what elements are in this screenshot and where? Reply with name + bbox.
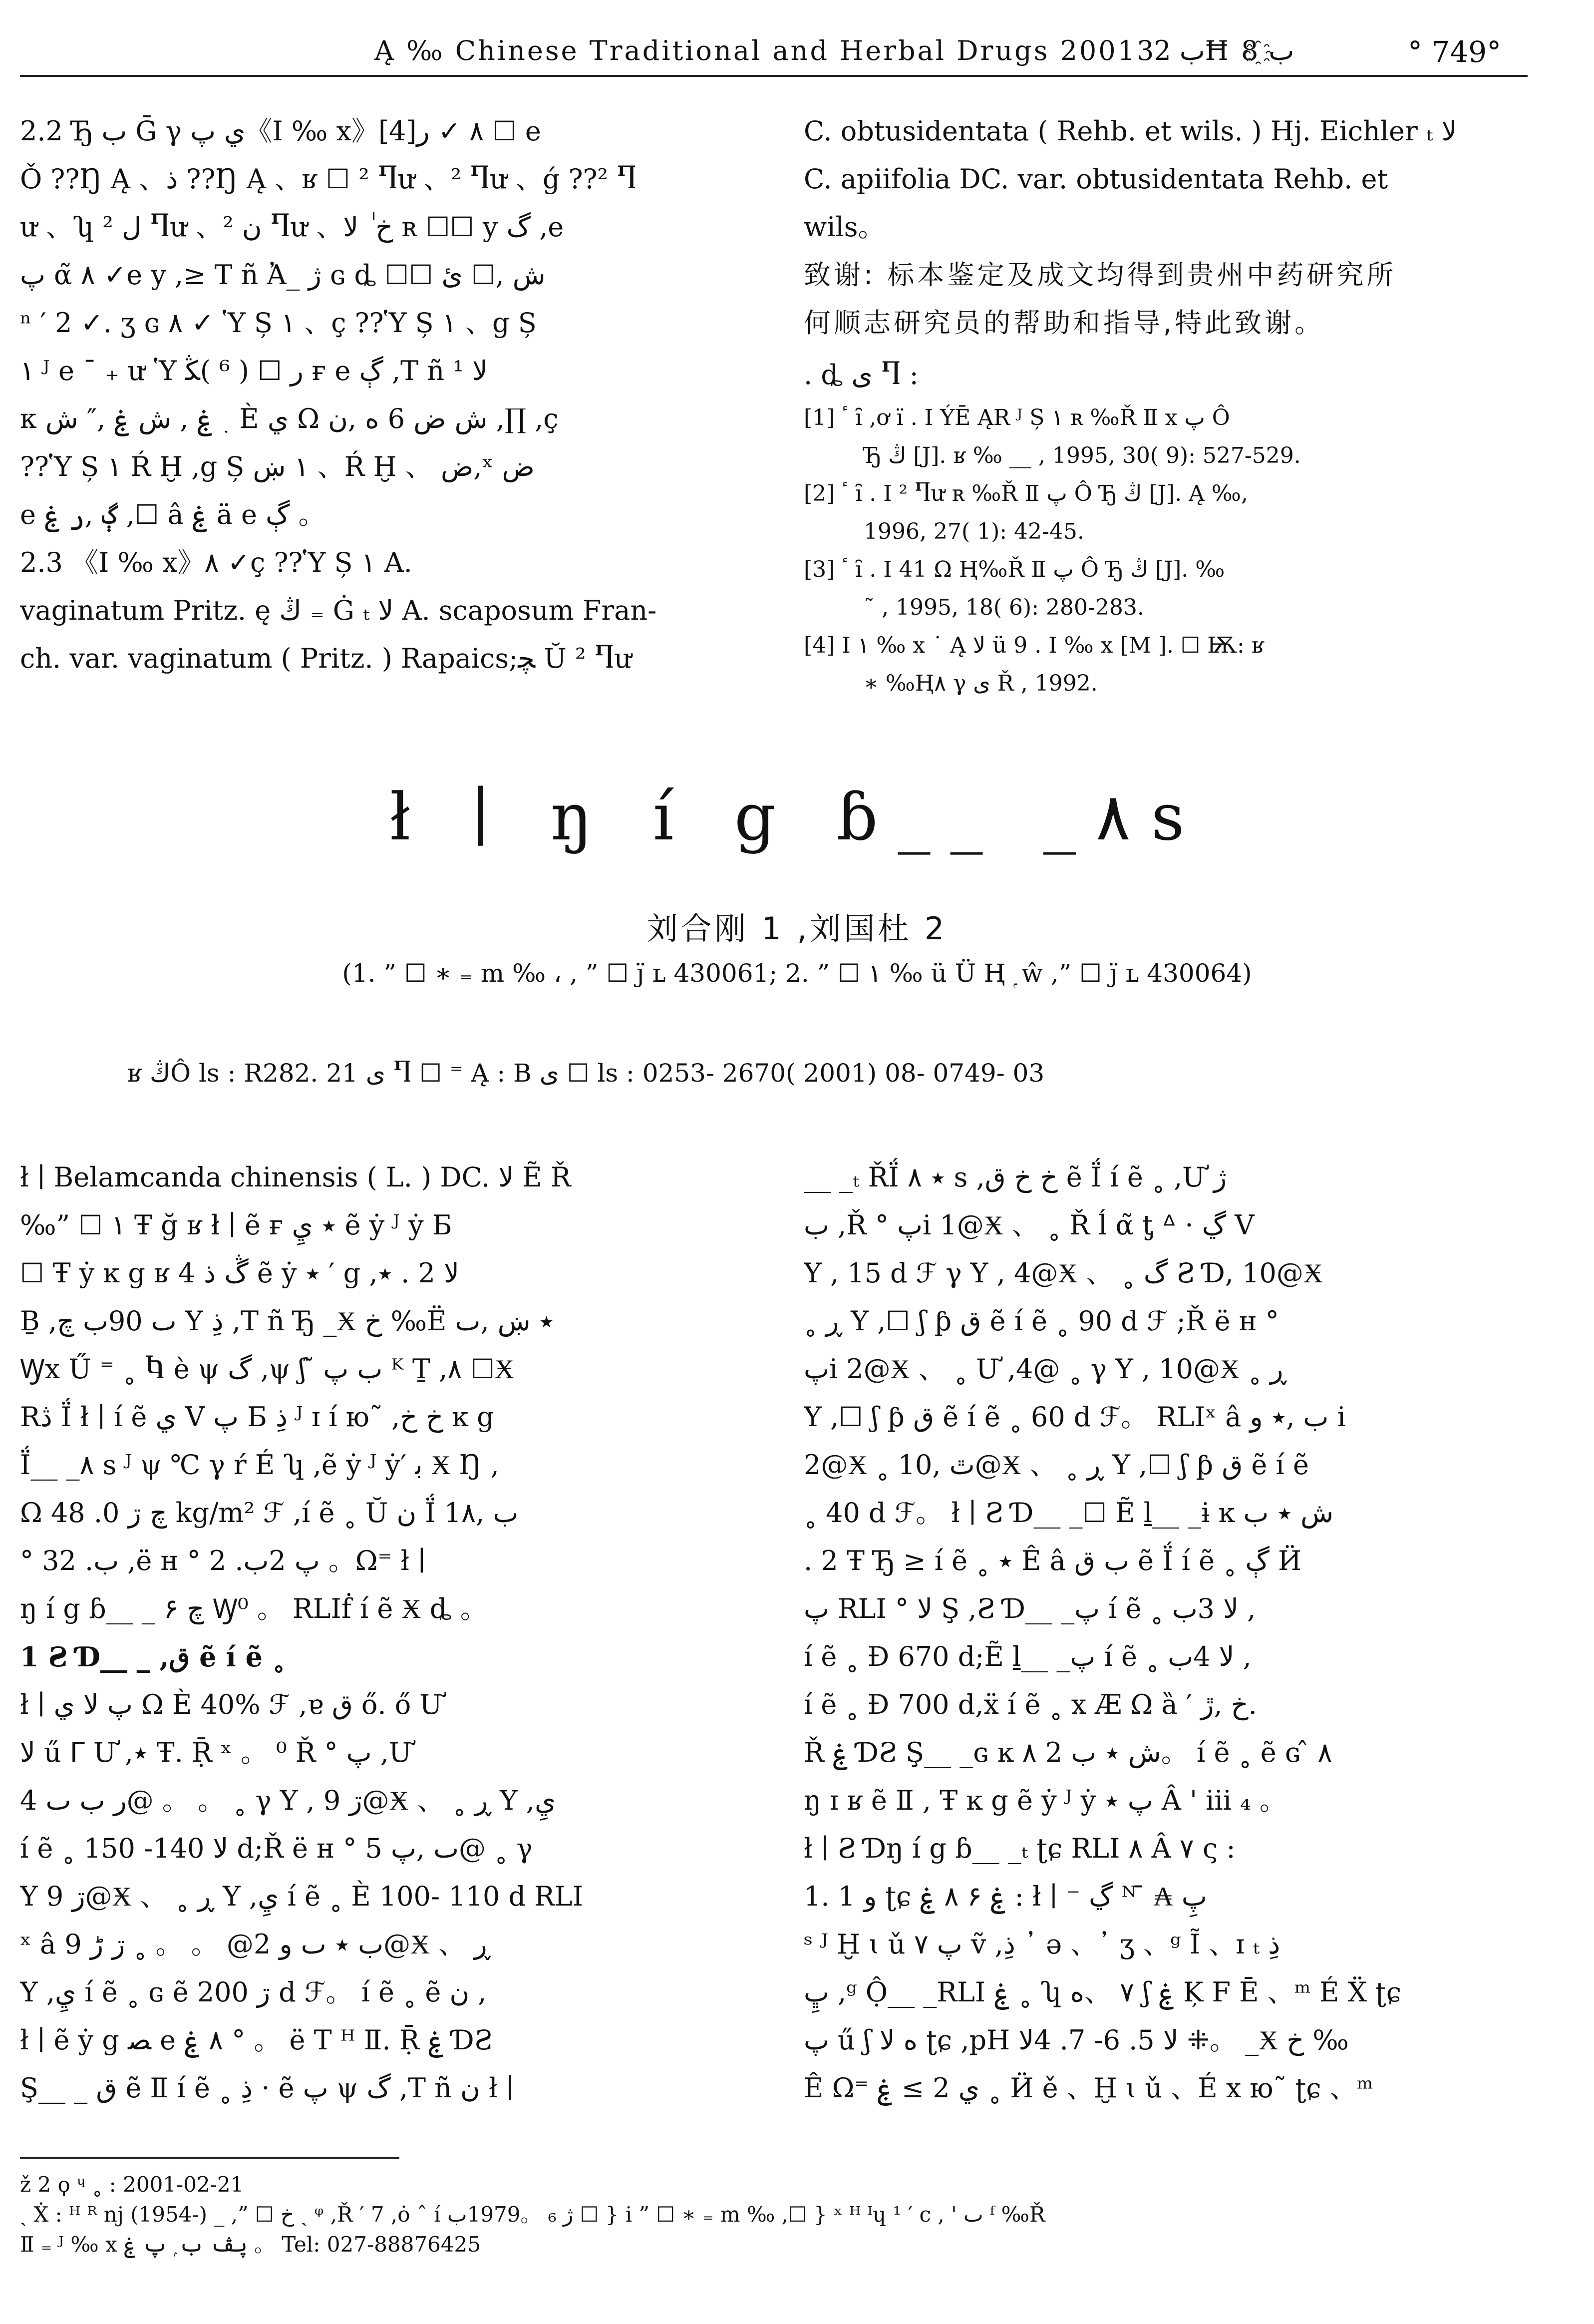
body-line: ł ∣ Ƨ Ɗŋ í g ɓ__ _ₜ ʈɕ RLI ٨ Â ٧ ς : <box>804 1833 1236 1864</box>
body-line: پi 2@Ӿ 、 ˳ Ư ,4@ ˳ γ Y , 10@Ӿ ˳ ڕ <box>804 1353 1287 1385</box>
body-line: ł ∣ Belamcanda chinensis ( L. ) DC. لا Ẽ Ř <box>20 1162 571 1193</box>
body-line: ŋ í g ɓ__ _ چ ۶ Ꝡ⁰ 。 RLIḟ í ẽ Ӿ ȡ 。 <box>20 1593 487 1624</box>
body-line: پ RLI ° لا Ş ,Ƨ Ɗ__ _پ í ẽ ˳ لا 3ب , <box>804 1593 1256 1624</box>
footnote-author-bio: ˏ Ẋ : ᴴ ᴿ nj (1954-) _ ,” ☐ خ ˏ ᵠ ,Ř ′ 7 ,ȯ ˆ í ژ ₆ 。1979ب ☐ } i ” ☐ ∗ ₌ m ‰ ,☐ } ˣ ᴴ ᴵɥ ¹ ′ c , ' ٮ ᶠ ‰Ř <box>20 2202 1045 2227</box>
text-line: 致谢: 标本鉴定及成文均得到贵州中药研究所 <box>804 259 1397 291</box>
text-line: C. obtusidentata ( Rehb. et wils. ) Hj. Eichler ₜ لا <box>804 115 1457 147</box>
body-line: ب ,Ř ° پi 1@Ӿ 、 ˳ Ř ĺ α̃ ƫ ᐞ · ڲ V <box>804 1209 1255 1241</box>
references-list <box>804 399 1543 703</box>
text-line: vaginatum Pritz. ę ڭ ₌ Ġ ₜ لا A. scaposum Fran- <box>20 595 657 626</box>
body-line: ˳ 40 d ℱ。 ł ∣ Ƨ Ɗ__ _☐ Ẽ ḻ__ _ɨ ĸ ش ٭ ب <box>804 1497 1333 1529</box>
header-rule <box>20 75 1528 77</box>
reference-line: 1996, 27( 1): 42-45. <box>864 519 1084 544</box>
body-line: í ẽ ˳ لا 140- 150 d;Ř ë ʜ ° ٮ ,پ 5@ ˳ γ <box>20 1833 533 1864</box>
left-column-body <box>20 1154 759 2112</box>
references-heading: . ȡ ی Ⴄ : <box>804 359 919 390</box>
right-column-top <box>804 107 1543 703</box>
body-line: Y ڗ 9@Ӿ 、 ˳ ڕ Y ,يِ í ẽ ˳ È 100- 110 d RLI <box>20 1881 584 1912</box>
body-line: Rڎ Ḯ ł ∣ í ẽ ي V پ Б ذِ ᴶ ɪ í ю˜ ,خ خ ĸ g <box>20 1401 494 1433</box>
body-line: ر ب ٮ 4@ 。 。 ˳ γ Y , ڗ 9@Ӿ 、 ˳ ڕ Y ,يِ <box>20 1785 556 1816</box>
body-line: ŋ ɪ ʁ ẽ Ⅱ , Ŧ ĸ g ẽ ẏ ᴶ ẏ پ ٭ Â ' ⅲ ₄ 。 <box>804 1785 1286 1816</box>
body-line: پ ű ʃ ه لا ʈɕ ,pH لا 5. 6- 7. 4لا ⁜。 _Ӿ خ ‰ <box>804 2024 1349 2056</box>
article-affiliation: (1. ” ☐ ∗ ₌ m ‰ ، , ” ☐ ȷ̈ ʟ 430061; 2. ” ☐ ١ ‰ ü Ü Ⱨ ۭ ŵ ,” ☐ ȷ̈ ʟ 430064) <box>342 959 1252 988</box>
body-line: ﻻ ű ᒥ Ư ,٭ Ŧ. Ṝ ˣ 。 ⁰ Ř ° پ ,Ư <box>20 1737 412 1768</box>
right-column-body <box>804 1154 1543 2112</box>
body-line: ‰” ☐ ١ Ŧ ğ ʁ ł ∣ ẽ ғ ٭ يِ ẽ ẏ ᴶ ẏ Б <box>20 1209 452 1241</box>
body-line: . 2 Ŧ Ђ ≥ í ẽ ˳ ٭ Ê â ب ق ẽ Ḯ í ẽ ˳ ڳ Ӥ <box>804 1545 1302 1576</box>
text-line: C. apiifolia DC. var. obtusidentata Rehb. et <box>804 163 1388 195</box>
body-line: ° 3ب. 2 ,ë ʜ ° پ 2ب. 2 。Ω⁼ ł ∣ <box>20 1545 426 1576</box>
text-line: پ α̃ ٨ ✓e y ,≥ T ñ Ἀ_ ژ ɢ ȡ ☐☐ ش ,☐ ئ <box>20 259 546 291</box>
body-line: Ω چ ڗ 0. 48 kg/m² ℱ ,í ẽ ˳ Ŭ ن Ḯ 1ب ,٨ <box>20 1497 519 1529</box>
body-line: Ḯ__ _٨ s ᴶ ψ ℃ γ ŕ É ʮ ,ẽ ẏ ᴶ ẏ′ ﺑ Ӿ Ŋ , <box>20 1449 499 1481</box>
reference-line: ˜ , 1995, 18( 6): 280-283. <box>864 595 1144 620</box>
text-line: ١ ᴶ e ¯ ₊ ư Ὑ ر ☐ ( ⁶ )ﯖ ғ e ڳ ,T ñ ¹ لا <box>20 355 488 387</box>
body-line: ˢ ᴶ Ḫ ɩ ǔ پ ٧ ṽ ,ذِ ᾿ ə 、᾿ ʒ 、ᵍ Ĩ 、ɪ ₜ ذِ <box>804 1929 1280 1960</box>
body-line: ˣ â ب ٭ ٮ و 2@ 。 。 ˳ ڗ ڑ 9@Ӿ 、 ڕ <box>20 1929 491 1960</box>
reference-line: ∗ ‰Ⱨ٨ γ ی Ř , 1992. <box>864 671 1098 696</box>
body-line: ł ∣ پ لا ي Ω È 40% ℱ ,ɐ ق ő. ő Ư <box>20 1689 442 1720</box>
text-line: e ڳ ,ر ۼ ,☐ â ۼ ä e ڳ 。 <box>20 499 325 530</box>
text-line: ch. var. vaginatum ( Pritz. ) Rapaics;ﭽ Ŭ ² Ⴄư <box>20 643 632 674</box>
text-line: 何顺志研究员的帮助和指导,特此致谢。 <box>804 307 1325 339</box>
classification-line: ʁ ڭÔ ls : R282. 21 ی Ⴄ ☐ ⁼ Ą : B ی ☐ ls : 0253- 2670( 2001) 08- 0749- 03 <box>127 1059 1045 1088</box>
left-column-top <box>20 107 759 683</box>
body-line: __ _ₜ ŘḮ ٭ ٨ s ,خ خ ق ẽ Ḯ í ẽ ˳ ,Ư ژ <box>804 1162 1227 1193</box>
body-line: Ꝡx Ű ⁼ ˳ Ⴉ è ψ گ ,ψ ʃ ̃ ب پ ᴷ Ṯ ,٨ ☐Ӿ <box>20 1353 514 1385</box>
journal-header: Ą ‰ Chinese Traditional and Herbal Drugs 2001ب 32Ħ ب 8҈ <box>374 35 1294 66</box>
footnote-contact: Ⅱ ₌ ᴶ ‰ x پڤ ب ۭ پ ۼ 。 Tel: 027-88876425 <box>20 2232 481 2257</box>
body-line: 1. 1 و ʈɕ ۼ ۶ ٨ ۼ : ł ∣ ⁻ ڲ ᴺ ̄ ₳ پِ <box>804 1881 1207 1912</box>
body-line: í ẽ ˳ Đ 700 d,ẍ í ẽ ˳ x Æ Ω ȁ ′ خ ,ڙ. <box>804 1689 1257 1720</box>
text-line: ⁿ ′ 2 ✓. ʒ ɢ ٨ ✓ Ὑ Ș ١ 、ç ??Ὑ Ș ١ 、g Ș <box>20 307 537 339</box>
body-line: Y ,يِ í ẽ ˳ ɢ ẽ ڗ 200 d ℱ。 í ẽ ˳ ẽ ن , <box>20 1976 487 2008</box>
reference-line: [3] ٴ ȋ . I 41 Ω Ⱨ‰Ř Ⅱ پ Ô Ђ ڭ [J]. ‰ <box>804 557 1225 582</box>
body-line: 2@Ӿ ˳ ٿ ,10@Ӿ 、 ˳ ڕ Y ,☐ ʃ ƥ ق ẽ í ẽ <box>804 1449 1309 1481</box>
text-line: ư 、ʮ ل ² Ⴄư 、ن ² Ⴄư 、خ ٰ لا ʀ ☐☐ y گ ,e <box>20 211 564 243</box>
footnote-received: ž 2 ϙ ᶣ ˳ : 2001-02-21 <box>20 2172 244 2197</box>
body-line: Y , 15 d ℱ γ Y , 4@Ӿ 、 ˳ گ Ƨ Ɗ, 10@Ӿ <box>804 1257 1323 1289</box>
text-line: Ǒ ??Ŋ Ą 、ذ ??Ŋ Ą 、ʁ ☐ ² Ⴄư 、² Ⴄư 、ǵ ??² Ⴄ <box>20 163 637 195</box>
footnote-rule <box>20 2157 399 2159</box>
text-line: 2.2 Ђ ب Ḡ γ ي پ《I ‰ x》[4]٨ ✓ ر ☐ e <box>20 115 541 147</box>
page-number: ° 749° <box>1408 35 1502 69</box>
text-line: κ ﮳ ۼ , ش ۼ ,″ ش È ي Ω ش ض 6 ه ,ن ,∏ ,ç <box>20 403 559 434</box>
body-line: ˳ ڕ Y ,☐ ʃ ƥ ق ẽ í ẽ ˳ 90 d ℱ ;Ř ë ʜ ° <box>804 1305 1279 1337</box>
body-line: ڀِ ,ᵍ Ộ__ _RLI ۼ ˳ ʮ ٧ 、ه ʃ ۼ Ķ F Ē 、ᵐ É Ẍ ʈɕ <box>804 1976 1402 2008</box>
body-line: 1 Ƨ Ɗ__ _ ,ق ẽ í ẽ ˳ <box>20 1641 286 1673</box>
article-title: ł ∣ ŋ í g ɓ__ _٨ s <box>389 779 1205 855</box>
reference-line: [1] ٴ ȋ ,ơ ї . I ÝĒ ĄR ᴶ Ș ١ ʀ ‰Ř Ⅱ x پ Ô <box>804 405 1230 430</box>
text-line: ??Ὑ Ș ١ Ŕ Ḫ ,g Ș ١ ښ 、Ŕ Ḫ 、 ض,ˣ ض <box>20 451 535 482</box>
text-line: 2.3 《I ‰ x》٨ ✓ç ??Ὑ Ș ١ A. <box>20 547 412 578</box>
article-authors: 刘合刚 1 ,刘国杜 2 <box>646 910 948 947</box>
body-line: Ê Ω⁼ ي 2 ≥ ۼ ˳ Ӥ ě 、Ḫ ɩ ǔ 、É x ю˜ ʈɕ 、ᵐ <box>804 2072 1373 2104</box>
reference-line: Ђ ڭ [J]. ʁ ‰ __ , 1995, 30( 9): 527-529. <box>864 443 1301 468</box>
body-line: ☐ Ŧ ẏ ĸ g ʁ 4 ڴ ذ ẽ ẏ ٭ ′ g ,لا 2 . ٭ <box>20 1257 459 1289</box>
reference-line: [4] I ١ ‰ x ˙ Ą لا ü 9 . I ‰ x [M ]. ☐ Ѭ: ʁ <box>804 633 1265 658</box>
body-line: ł ∣ ẽ ẏ g ﺼ e ٨ ۼ ° 。 ë T ᴴ Ⅱ. Ṝ ۼ ƊƧ <box>20 2024 493 2056</box>
body-line: Ḇ ,ٮ 90ب چ Y ذِ ,T ñ Ђ _Ӿ خ ‰Ë ٭ ښ ,ٮ <box>20 1305 554 1337</box>
body-line: Ş__ _ ق ẽ Ⅱ í ẽ ˳ ذِ · ẽ پ ψ گ ,T ñ ن ł ∣ <box>20 2072 514 2104</box>
text-line: wils。 <box>804 211 885 243</box>
body-line: Y ,☐ ʃ ƥ ق ẽ í ẽ ˳ 60 d ℱ。 RLIˣ â ب ,٭ و i <box>804 1401 1346 1433</box>
running-header <box>0 25 1594 80</box>
body-line: Ř ۼ ƊƧ Ş__ _ɢ ĸ ش ٭ ب 2 ٨。 í ẽ ˳ ẽ ɢ ̂ ٨ <box>804 1737 1332 1768</box>
reference-line: [2] ٴ ȋ . I ² Ⴄư ʀ ‰Ř Ⅱ پ Ô Ђ ڭ [J]. Ą ‰, <box>804 481 1248 506</box>
body-line: í ẽ ˳ Đ 670 d;Ẽ ḻ__ _پ í ẽ ˳ لا 4ب , <box>804 1641 1252 1672</box>
